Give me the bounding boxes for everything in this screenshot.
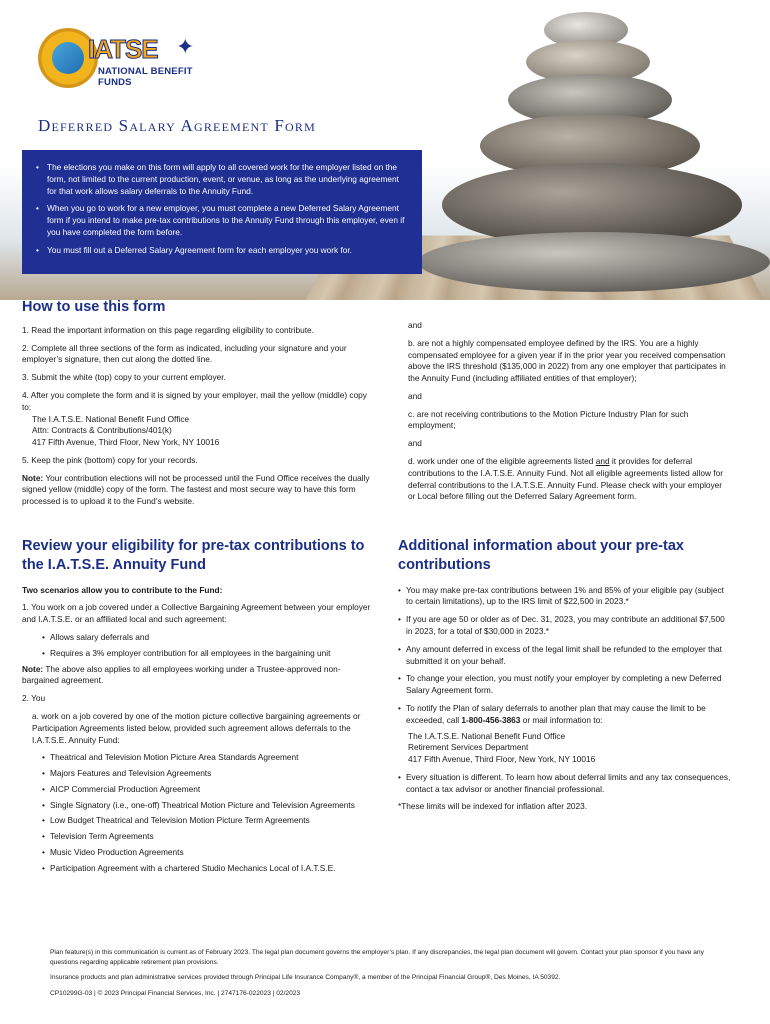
list-item: • Low Budget Theatrical and Television Motion Picture Term Agreements bbox=[42, 815, 372, 827]
callout-item: • The elections you make on this form will apply to all covered work for the employer listed on the form, not limited to the current production, event, or venue, as long as the underlying agreement for that work allows salary deferrals to the Annuity Fund. bbox=[36, 162, 408, 197]
footer-line: Insurance products and plan administrative services provided through Principal Life Insurance Company®, a member of the Principal Financial Group®, Des Moines, IA 50392. bbox=[50, 974, 561, 982]
logo-subtitle: NATIONAL BENEFIT FUNDS bbox=[98, 66, 193, 88]
criteria-a: a. work on a job covered by one of the motion picture collective bargaining agreements or Participation Agreements listed below, provided such agreement allows deferrals to the I.A.T.S.E. Annuity Fund: bbox=[32, 710, 361, 745]
info-item: • Every situation is different. To learn how about deferral limits and any tax consequences, contact a tax advisor or another financial professional. bbox=[398, 772, 733, 796]
scenario-1-bullets bbox=[22, 632, 372, 660]
list-item: • Single Signatory (i.e., one-off) Theatrical Motion Picture and Television Agreements bbox=[42, 800, 372, 812]
iatse-logo bbox=[38, 28, 218, 88]
info-item: • To change your election, you must notify your employer by completing a new Deferred Salary Agreement form. bbox=[398, 673, 733, 697]
eligibility-intro: Two scenarios allow you to contribute to the Fund: bbox=[22, 584, 223, 595]
how-to-heading: How to use this form bbox=[22, 299, 166, 315]
list-item: • Music Video Production Agreements bbox=[42, 847, 372, 859]
info-item: • To notify the Plan of salary deferrals to another plan that may cause the limit to be exceeded, call 1-800-456-3863 or mail information to: bbox=[398, 703, 733, 727]
list-item: • Television Term Agreements bbox=[42, 831, 372, 843]
info-item: • You may make pre-tax contributions between 1% and 85% of your eligible pay (subject to certain limitations), up to the IRS limit of $22,500 in 2023.* bbox=[398, 585, 733, 609]
step-2: 2. Complete all three sections of the form as indicated, including your signature and your employer’s signature, then cut along the dotted line. bbox=[22, 342, 347, 365]
criteria-c: c. are not receiving contributions to the Motion Picture Industry Plan for such employment; bbox=[408, 408, 689, 431]
and-connector: and bbox=[408, 390, 422, 401]
agreements-list bbox=[22, 752, 372, 874]
eligibility-continued bbox=[398, 320, 728, 509]
footer-line: CP10299G-03 | © 2023 Principal Financial Services, Inc. | 2747176-022023 | 02/2023 bbox=[50, 989, 301, 997]
eligibility-section bbox=[22, 537, 372, 879]
scenario-2: 2. You bbox=[22, 693, 46, 704]
info-item: • Any amount deferred in excess of the legal limit shall be refunded to the employer that submitted it on your behalf. bbox=[398, 644, 733, 668]
additional-info-section bbox=[398, 537, 733, 819]
how-to-note: Note: Your contribution elections will not be processed until the Fund Office receives the dually signed yellow (middle) copy of the form. The fastest and most secure way to have this form processed is to upload it to the Fund’s website. bbox=[22, 472, 370, 507]
scenario-1: 1. You work on a job covered under a Collective Bargaining Agreement between your employer and I.A.T.S.E. or an affiliated local and such agreement: bbox=[22, 602, 371, 625]
eligibility-note: Note: The above also applies to all employees working under a Trustee-approved non-bargained agreement. bbox=[22, 663, 341, 686]
step-3: 3. Submit the white (top) copy to your current employer. bbox=[22, 372, 226, 383]
callout-item: • When you go to work for a new employer, you must complete a new Deferred Salary Agreement form if you intend to make pre-tax contributions to the Annuity Fund through this employer, even if you have completed the form before. bbox=[36, 203, 408, 238]
additional-heading: Additional information about your pre-tax contributions bbox=[398, 538, 684, 573]
footer-line: Plan feature(s) in this communication is current as of February 2023. The legal plan document governs the employer’s plan. If any discrepancies, the legal plan document will govern. Contact your plan sponsor if you have any questions regarding applicable retirement plan provisions. bbox=[50, 949, 704, 966]
how-to-section bbox=[22, 298, 372, 514]
stone-6 bbox=[418, 232, 770, 292]
criteria-d: d. work under one of the eligible agreements listed and it provides for deferral contributions to the I.A.T.S.E. Annuity Fund. Not all eligible agreements listed allow for deferral contributions to the I.A.T.S.E. Annuity Fund. Please check with your employer or Local before filling out the Deferred Salary Agreement form. bbox=[408, 456, 723, 502]
footnote: *These limits will be indexed for inflation after 2023. bbox=[398, 801, 588, 812]
list-item: • Theatrical and Television Motion Picture Area Standards Agreement bbox=[42, 752, 372, 764]
and-connector: and bbox=[408, 438, 422, 449]
step-4: 4. After you complete the form and it is signed by your employer, mail the yellow (middle) copy to: bbox=[22, 389, 367, 412]
callout-item: • You must fill out a Deferred Salary Agreement form for each employer you work for. bbox=[36, 245, 408, 257]
mail-address: The I.A.T.S.E. National Benefit Fund Office Attn: Contracts & Contributions/401(k) 417 Fifth Avenue, Third Floor, New York, NY 10016 bbox=[32, 413, 220, 448]
logo-wordmark: IATSE bbox=[88, 34, 158, 64]
list-item: • Requires a 3% employer contribution for all employees in the bargaining unit bbox=[42, 648, 372, 660]
important-callout-box bbox=[22, 150, 422, 274]
list-item: • Majors Features and Television Agreements bbox=[42, 768, 372, 780]
step-5: 5. Keep the pink (bottom) copy for your records. bbox=[22, 454, 198, 465]
list-item: • AICP Commercial Production Agreement bbox=[42, 784, 372, 796]
list-item: • Allows salary deferrals and bbox=[42, 632, 372, 644]
info-item: • If you are age 50 or older as of Dec. 31, 2023, you may contribute an additional $7,500 in 2023, for a total of $30,000 in 2023.* bbox=[398, 614, 733, 638]
step-1: 1. Read the important information on this page regarding eligibility to contribute. bbox=[22, 324, 314, 335]
list-item: • Participation Agreement with a chartered Studio Mechanics Local of I.A.T.S.E. bbox=[42, 863, 372, 875]
logo-emblem-icon: ✦ bbox=[176, 34, 195, 59]
retirement-address: The I.A.T.S.E. National Benefit Fund Office Retirement Services Department 417 Fifth Avenue, Third Floor, New York, NY 10016 bbox=[408, 730, 596, 765]
criteria-b: b. are not a highly compensated employee defined by the IRS. You are a highly compensated employee for a given year if in the prior year you received compensation above the IRS threshold ($135,000 in 2022) from any one employer that participates in the Annuity Fund (including affiliated entities of that employer); bbox=[408, 337, 726, 384]
eligibility-heading: Review your eligibility for pre-tax contributions to the I.A.T.S.E. Annuity Fund bbox=[22, 538, 365, 573]
footer-disclaimer bbox=[50, 948, 730, 1004]
form-title: Deferred Salary Agreement Form bbox=[38, 116, 316, 135]
and-connector: and bbox=[408, 320, 422, 330]
